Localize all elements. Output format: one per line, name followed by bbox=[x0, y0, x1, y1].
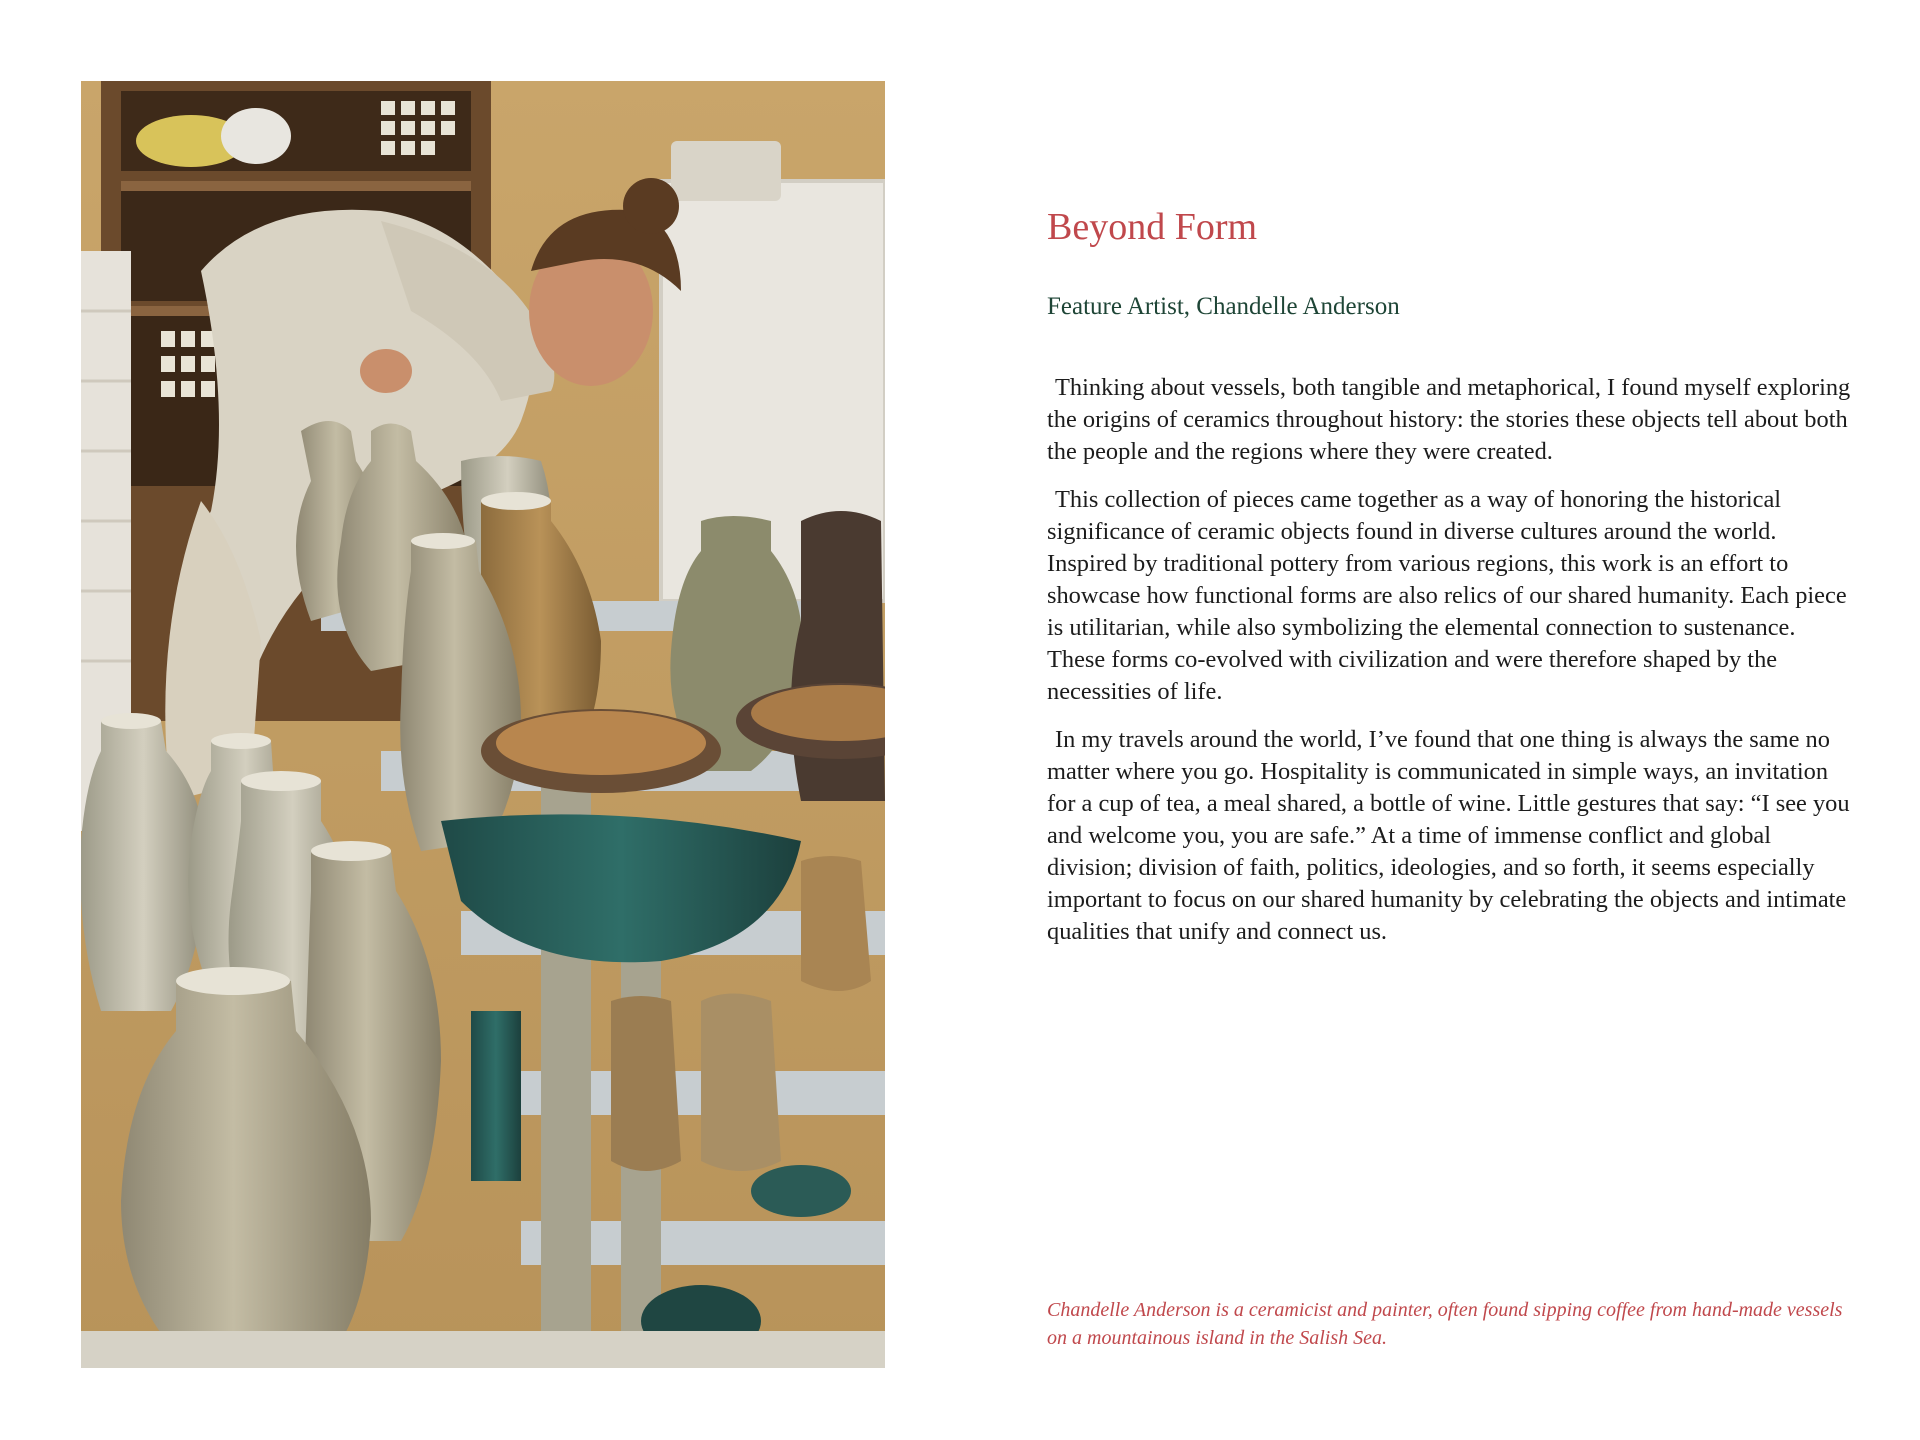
article-title: Beyond Form bbox=[1047, 206, 1258, 248]
body-paragraph: Thinking about vessels, both tangible and metaphorical, I found myself exploring the origins of ceramics throughout history: the stories these objects tell about both the people and the regions where they were created. bbox=[1047, 374, 1851, 465]
artist-studio-photo bbox=[81, 81, 885, 1368]
artist-bio: Chandelle Anderson is a ceramicist and painter, often found sipping coffee from hand-made vessels on a mountainous island in the Salish Sea. bbox=[1047, 1299, 1843, 1349]
studio-illustration bbox=[81, 81, 885, 1368]
article-text-column bbox=[1047, 200, 1857, 964]
article-body bbox=[1047, 372, 1857, 948]
article-subtitle: Feature Artist, Chandelle Anderson bbox=[1047, 293, 1400, 320]
body-paragraph: In my travels around the world, I’ve found that one thing is always the same no matter where you go. Hospitality is communicated in simple ways, an invitation for a cup of tea, a meal shared, a bottle of wine. Little gestures that say: “I see you and welcome you, you are safe.” At a time of immense conflict and global division; division of faith, politics, ideologies, and so forth, it seems especially important to focus on our shared humanity by celebrating the objects and intimate qualities that unify and connect us. bbox=[1047, 726, 1850, 945]
body-paragraph: This collection of pieces came together as a way of honoring the historical significance of ceramic objects found in diverse cultures around the world. Inspired by traditional pottery from various regions, this work is an effort to showcase how functional forms are also relics of our shared humanity. Each piece is utilitarian, while also symbolizing the elemental connection to sustenance. These forms co-evolved with civilization and were therefore shaped by the necessities of life. bbox=[1047, 486, 1847, 705]
